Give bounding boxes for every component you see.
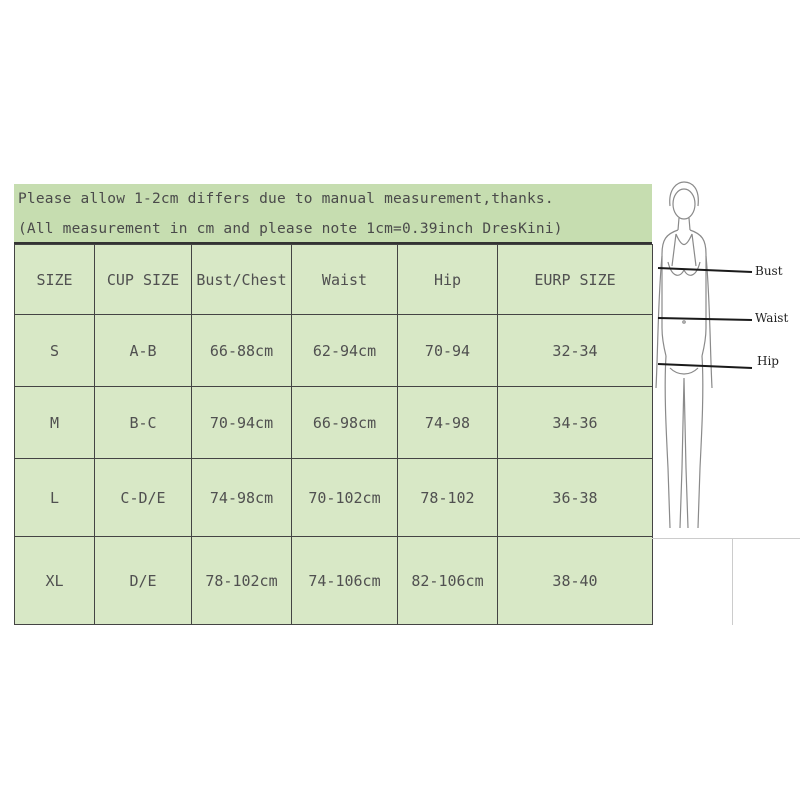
cell-waist: 70-102cm: [292, 459, 398, 537]
size-chart-table: [14, 244, 653, 625]
empty-grid-area: [652, 538, 800, 625]
cell-eurp-size: 38-40: [498, 537, 653, 625]
cell-eurp-size: 34-36: [498, 387, 653, 459]
cell-waist: 74-106cm: [292, 537, 398, 625]
hair-outline: [670, 182, 699, 206]
strap-outline: [672, 234, 696, 266]
header-hip: Hip: [398, 245, 498, 315]
waist-line: [658, 318, 752, 320]
cell-size: S: [15, 315, 95, 387]
cell-hip: 74-98: [398, 387, 498, 459]
hip-outline: [670, 368, 698, 374]
cell-waist: 66-98cm: [292, 387, 398, 459]
navel-mark: [683, 321, 685, 323]
hip-line: [658, 364, 752, 368]
hip-label: Hip: [757, 354, 779, 368]
measurement-note: Please allow 1-2cm differs due to manual measurement,thanks.: [14, 184, 652, 214]
cell-bust: 78-102cm: [192, 537, 292, 625]
cell-cup-size: C-D/E: [95, 459, 192, 537]
torso-outline: [662, 230, 706, 356]
table-row: [15, 387, 653, 459]
header-eurp-size: EURP SIZE: [498, 245, 653, 315]
cell-size: XL: [15, 537, 95, 625]
empty-grid-cell: [652, 539, 733, 625]
cell-bust: 70-94cm: [192, 387, 292, 459]
header-bust: Bust/Chest: [192, 245, 292, 315]
cell-eurp-size: 32-34: [498, 315, 653, 387]
cell-waist: 62-94cm: [292, 315, 398, 387]
legs-outline: [665, 356, 703, 528]
cell-size: M: [15, 387, 95, 459]
header-cup-size: CUP SIZE: [95, 245, 192, 315]
unit-note: (All measurement in cm and please note 1cm=0.39inch DresKini): [14, 214, 652, 244]
cell-bust: 74-98cm: [192, 459, 292, 537]
table-header-row: [15, 245, 653, 315]
cell-hip: 70-94: [398, 315, 498, 387]
waist-label: Waist: [755, 311, 789, 325]
head-outline: [673, 189, 695, 219]
cell-bust: 66-88cm: [192, 315, 292, 387]
bust-label: Bust: [755, 264, 783, 278]
cell-hip: 82-106cm: [398, 537, 498, 625]
table-row: [15, 315, 653, 387]
arms-outline: [656, 256, 712, 388]
cell-eurp-size: 36-38: [498, 459, 653, 537]
header-size: SIZE: [15, 245, 95, 315]
cell-cup-size: D/E: [95, 537, 192, 625]
cell-cup-size: B-C: [95, 387, 192, 459]
table-row: [15, 459, 653, 537]
table-row: [15, 537, 653, 625]
cell-cup-size: A-B: [95, 315, 192, 387]
cell-hip: 78-102: [398, 459, 498, 537]
cell-size: L: [15, 459, 95, 537]
header-waist: Waist: [292, 245, 398, 315]
neck-outline: [678, 218, 690, 230]
